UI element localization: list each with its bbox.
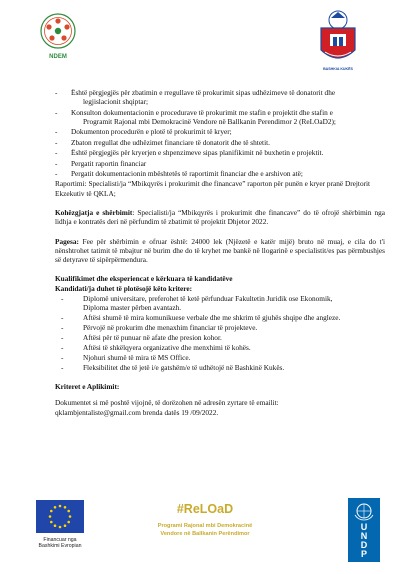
duty-item xyxy=(55,127,385,136)
coat-of-arms-icon xyxy=(315,8,361,72)
duty-text: Zbaton rregullat dhe udhëzimet financiare të donatorit dhe të shtetit. xyxy=(71,137,270,147)
qualification-item xyxy=(61,294,385,313)
ndem-logo-text: NDEM xyxy=(49,54,67,60)
qualifications-list xyxy=(61,294,385,372)
footer xyxy=(0,490,406,574)
qualification-text: Aftësi të shkëlqyera organizative dhe menxhimi të kohës. xyxy=(83,342,251,352)
qualification-item xyxy=(61,333,385,342)
duty-text: Pergatit dokumentacionin mbështetës të raportimit financiar dhe e arshivon atë; xyxy=(71,168,303,178)
duties-list xyxy=(55,88,385,178)
duty-text: Konsulton dokumentacionin e procedurave të prokurimit me stafin e projektit dhe stafin e xyxy=(71,107,333,117)
duration-text: : Specialisti/ja “Mbikqyrës i prokurimit dhe financave” do të ofrojë shërbimin nga lidhja e kontratës deri në përfundim të zbatimit të projektit Dhjetor 2022. xyxy=(55,207,386,227)
duty-text-cont: legjislacionit shqiptar; xyxy=(83,97,149,107)
duty-text: Pergatit raportin financiar xyxy=(71,158,147,168)
duty-text: Është përgjegjës për kryerjen e shpenzimeve sipas planifikimit në buxhetin e projektit. xyxy=(71,148,324,158)
reload-subtitle xyxy=(120,523,290,539)
duty-item xyxy=(55,148,385,157)
duty-item xyxy=(55,108,385,127)
qualification-text: Fleksibilitet dhe të jetë i/e gatshëm/e të udhëtojë në Bashkinë Kukës. xyxy=(83,362,285,372)
qualification-text-cont: Diploma master përben avantazh. xyxy=(83,303,182,313)
qualification-text: Njohuri shumë të mira të MS Office. xyxy=(83,352,191,362)
qualification-item xyxy=(61,323,385,332)
document-body xyxy=(55,88,385,417)
duty-item xyxy=(55,169,385,178)
reload-subtitle-line: Vendore në Ballkanin Perëndimor xyxy=(160,530,250,537)
application-section xyxy=(55,382,385,417)
coat-of-arms-text: BASHKIA KUKËS xyxy=(323,67,353,71)
reporting-paragraph: Raportimi: Specialisti/ja “Mbikqyrës i prokurimit dhe financave” raporton për punën e kryer pranë Drejtorit Ekzekutiv të QKLA; xyxy=(55,179,371,198)
qualification-item xyxy=(61,363,385,372)
reload-title: #ReLOaD xyxy=(176,502,234,516)
payment-text: Fee për shërbimin e ofruar është: 24000 lek (Njëzetë e katër mijë) bruto në muaj, e cila do t'i nënshtrohet tatimit të mbajtur në burim dhe do të kryhet me bankë në llogarinë e specialistit/es pas përmbushjes së detyrave të sipërpërmendura. xyxy=(55,236,385,265)
qualification-text: Diplomë universitare, preferohet të ketë përfunduar Fakultetin Juridik ose Ekonomik, xyxy=(83,294,333,303)
duration-label: Kohëzgjatja e shërbimit xyxy=(55,207,133,217)
qualification-item xyxy=(61,313,385,322)
undp-letter: P xyxy=(360,549,367,559)
eu-caption-line: Financuar nga xyxy=(43,537,77,543)
duty-item xyxy=(55,88,385,107)
duty-item xyxy=(55,138,385,147)
ndem-logo-icon xyxy=(38,12,78,64)
qualifications-intro: Kandidati/ja duhet të plotësojë këto kritere: xyxy=(55,283,193,293)
undp-letter: D xyxy=(360,540,368,550)
application-text: Dokumentet si më poshtë vijojnë, të dorëzohen në adresën zyrtare të emailit: xyxy=(55,398,279,408)
duty-text-cont: Programit Rajonal mbi Demokracinë Vendore në Ballkanin Perendimor 2 (ReLOaD2); xyxy=(83,116,336,126)
qualification-text: Përvojë në prokurim dhe menaxhim financiar të projekteve. xyxy=(83,323,258,333)
undp-letter: N xyxy=(360,531,368,541)
payment-paragraph xyxy=(55,237,385,265)
duty-item xyxy=(55,159,385,168)
qualifications-section xyxy=(55,274,385,372)
undp-logo-icon xyxy=(348,498,380,562)
application-title: Kriteret e Aplikimit: xyxy=(55,381,120,391)
qualifications-title: Kualifikimet dhe eksperiencat e kërkuara të kandidatëve xyxy=(55,274,233,284)
duty-text: Dokumenton procedurën e plotë të prokurimit të kryer; xyxy=(71,127,232,137)
un-emblem-icon xyxy=(352,501,376,521)
duration-paragraph xyxy=(55,208,385,227)
eu-caption xyxy=(22,537,98,550)
duty-text: Është përgjegjës për zbatimin e rregullave të prokurimit sipas udhëzimeve të donatorit dhe xyxy=(71,88,336,97)
eu-flag-icon xyxy=(36,500,84,533)
qualification-item xyxy=(61,343,385,352)
application-email-line[interactable]: qklambjentaliste@gmail.com brenda datës 19 /09/2022. xyxy=(55,407,219,417)
eu-caption-line: Bashkimi Evropian xyxy=(38,543,82,550)
payment-label: Pagesa: xyxy=(55,236,79,246)
qualification-text: Aftësi për të punuar në afate dhe presion kohor. xyxy=(83,332,222,342)
qualification-text: Aftësi shumë të mira komunikuese verbale dhe me shkrim të gjuhës shqipe dhe angleze. xyxy=(83,313,341,323)
reload-subtitle-line: Programi Rajonal mbi Demokracinë xyxy=(157,523,253,529)
qualification-item xyxy=(61,353,385,362)
undp-letter: U xyxy=(360,522,368,532)
